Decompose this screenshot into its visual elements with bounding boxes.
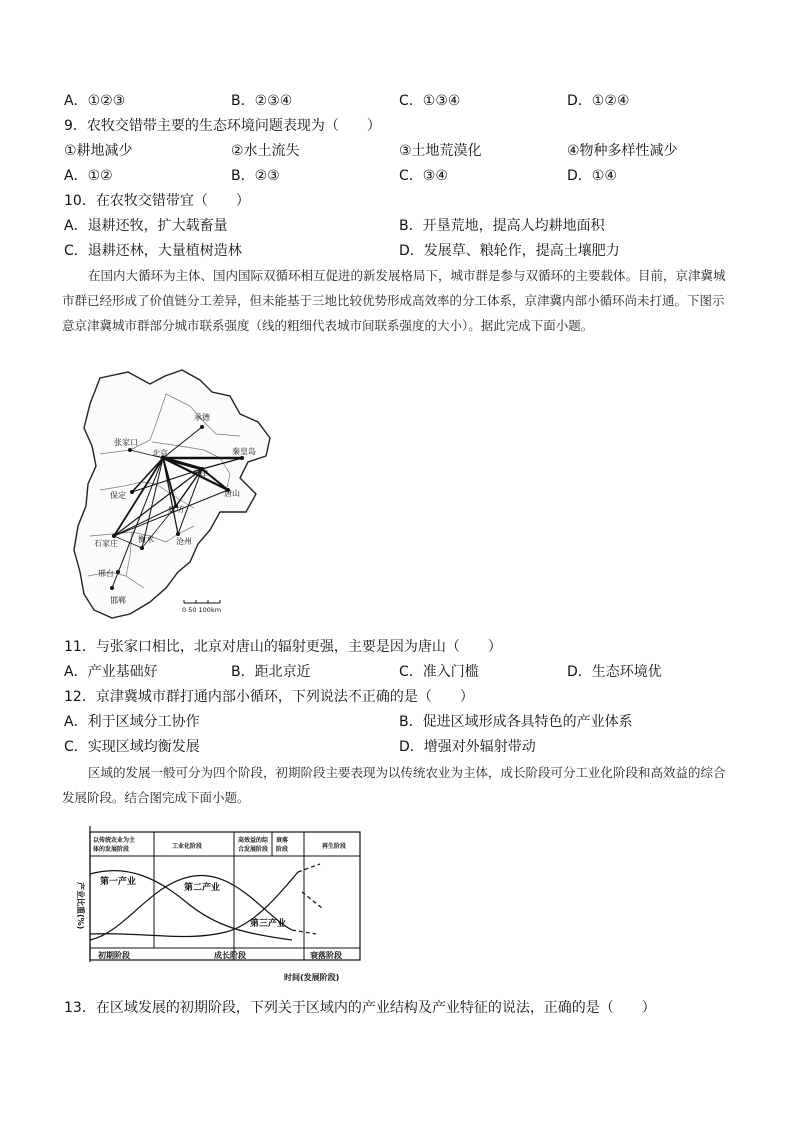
curves <box>90 864 322 940</box>
q12-option-a: A．利于区域分工协作 <box>64 714 200 730</box>
bottom-stage-decline: 衰落阶段 <box>310 951 342 960</box>
stage-label-industrial: 工业化阶段 <box>172 843 203 850</box>
plot-frame <box>90 832 360 960</box>
q9-option-d: D．①④ <box>567 168 617 184</box>
q8-option-d: D．①②④ <box>567 93 630 109</box>
city-label-tianjin: 天津 <box>192 469 208 478</box>
q9-option-a: A．①② <box>64 168 113 184</box>
city-label-beijing: 北京 <box>152 449 168 458</box>
curve-label-primary: 第一产业 <box>100 877 137 887</box>
curve-label-secondary: 第二产业 <box>184 883 221 893</box>
city-label-hengshui: 衡水 <box>138 535 154 544</box>
city-label-baoding: 保定 <box>110 491 126 500</box>
stage-label-comprehensive-1: 高效益的综 <box>238 837 269 844</box>
scale-label: 0 50 100km <box>182 606 222 614</box>
passage-jingjinji: 在国内大循环为主体、国内国际双循环相互促进的新发展格局下，城市群是参与双循环的主要载体。目前，京津冀城市群已经形成了价值链分工差异，但未能基于三地比较优势形成高效率的分工体系，京津冀内部小循环尚未打通。下图示意京津冀城市群部分城市联系强度（线的粗细代表城市间联系强度的大小）。据此完成下面小题。 <box>62 268 726 333</box>
stage-label-regeneration: 再生阶段 <box>322 843 347 850</box>
q8-option-a: A．①②③ <box>64 93 126 109</box>
q13-stem: 13．在区域发展的初期阶段，下列关于区域内的产业结构及产业特征的说法，正确的是（ ） <box>64 1000 656 1016</box>
scale-bar <box>182 600 221 614</box>
stage-label-comprehensive-2: 合发展阶段 <box>238 846 269 853</box>
city-label-langfang: 廊坊 <box>168 505 184 514</box>
q12-stem: 12．京津冀城市群打通内部小循环，下列说法不正确的是（ ） <box>64 689 474 705</box>
q12-option-d: D．增强对外辐射带动 <box>399 739 536 755</box>
city-label-zhangjiakou: 张家口 <box>114 438 138 447</box>
q8-option-b: B．②③④ <box>231 93 293 109</box>
passage-development-stages: 区域的发展一般可分为四个阶段，初期阶段主要表现为以传统农业为主体，成长阶段可分工业化阶段和高效益的综合发展阶段。结合图完成下面小题。 <box>62 765 726 805</box>
city-label-tangshan: 唐山 <box>224 489 240 498</box>
city-label-cangzhou: 沧州 <box>176 537 192 546</box>
tertiary-dashed <box>298 864 320 872</box>
development-stage-graph <box>66 822 366 988</box>
stage-label-decline-1: 衰落 <box>276 837 289 844</box>
q10-option-b: B．开垦荒地，提高人均耕地面积 <box>399 218 605 234</box>
q9-option-c: C．③④ <box>399 168 448 184</box>
q11-option-a: A．产业基础好 <box>64 664 158 680</box>
stage-label-decline-2: 阶段 <box>276 846 289 853</box>
q10-option-a: A．退耕还牧，扩大载畜量 <box>64 218 228 234</box>
q11-option-b: B．距北京近 <box>231 664 311 680</box>
q9-item-4: ④物种多样性减少 <box>567 143 678 159</box>
stage-label-traditional-2: 体的发展阶段 <box>93 846 130 853</box>
curve-dashed <box>302 892 322 908</box>
q10-stem: 10．在农牧交错带宜（ ） <box>64 193 250 209</box>
q8-option-c: C．①③④ <box>399 93 461 109</box>
q10-option-d: D．发展草、粮轮作，提高土壤肥力 <box>399 243 620 259</box>
y-axis-label: 产业比重(%) <box>76 882 85 930</box>
bottom-stage-growth: 成长阶段 <box>214 951 246 960</box>
city-label-chengde: 承德 <box>194 413 210 422</box>
city-label-xingtai: 邢台 <box>98 569 114 578</box>
q11-stem: 11．与张家口相比，北京对唐山的辐射更强，主要是因为唐山（ ） <box>64 639 502 655</box>
stage-label-traditional-1: 以传统农业为主 <box>93 837 136 844</box>
q9-stem: 9．农牧交错带主要的生态环境问题表现为（ ） <box>64 118 381 134</box>
q9-option-b: B．②③ <box>231 168 280 184</box>
x-axis-label: 时间(发展阶段) <box>284 973 340 982</box>
city-label-shijiazhuang: 石家庄 <box>94 539 118 548</box>
q9-item-1: ①耕地减少 <box>64 143 133 159</box>
q11-option-d: D．生态环境优 <box>567 664 662 680</box>
q11-option-c: C．准入门槛 <box>399 664 479 680</box>
q12-option-c: C．实现区域均衡发展 <box>64 739 200 755</box>
q10-option-c: C．退耕还林，大量植树造林 <box>64 243 242 259</box>
bottom-stage-initial: 初期阶段 <box>98 951 130 960</box>
q9-item-2: ②水土流失 <box>231 143 300 159</box>
city-label-qinhuangdao: 秦皇岛 <box>232 447 256 456</box>
jingjinji-map <box>70 366 280 628</box>
curve-label-tertiary: 第三产业 <box>250 919 287 929</box>
city-label-handan: 邯郸 <box>110 596 126 605</box>
q12-option-b: B．促进区域形成各具特色的产业体系 <box>399 714 633 730</box>
q9-item-3: ③土地荒漠化 <box>399 143 482 159</box>
